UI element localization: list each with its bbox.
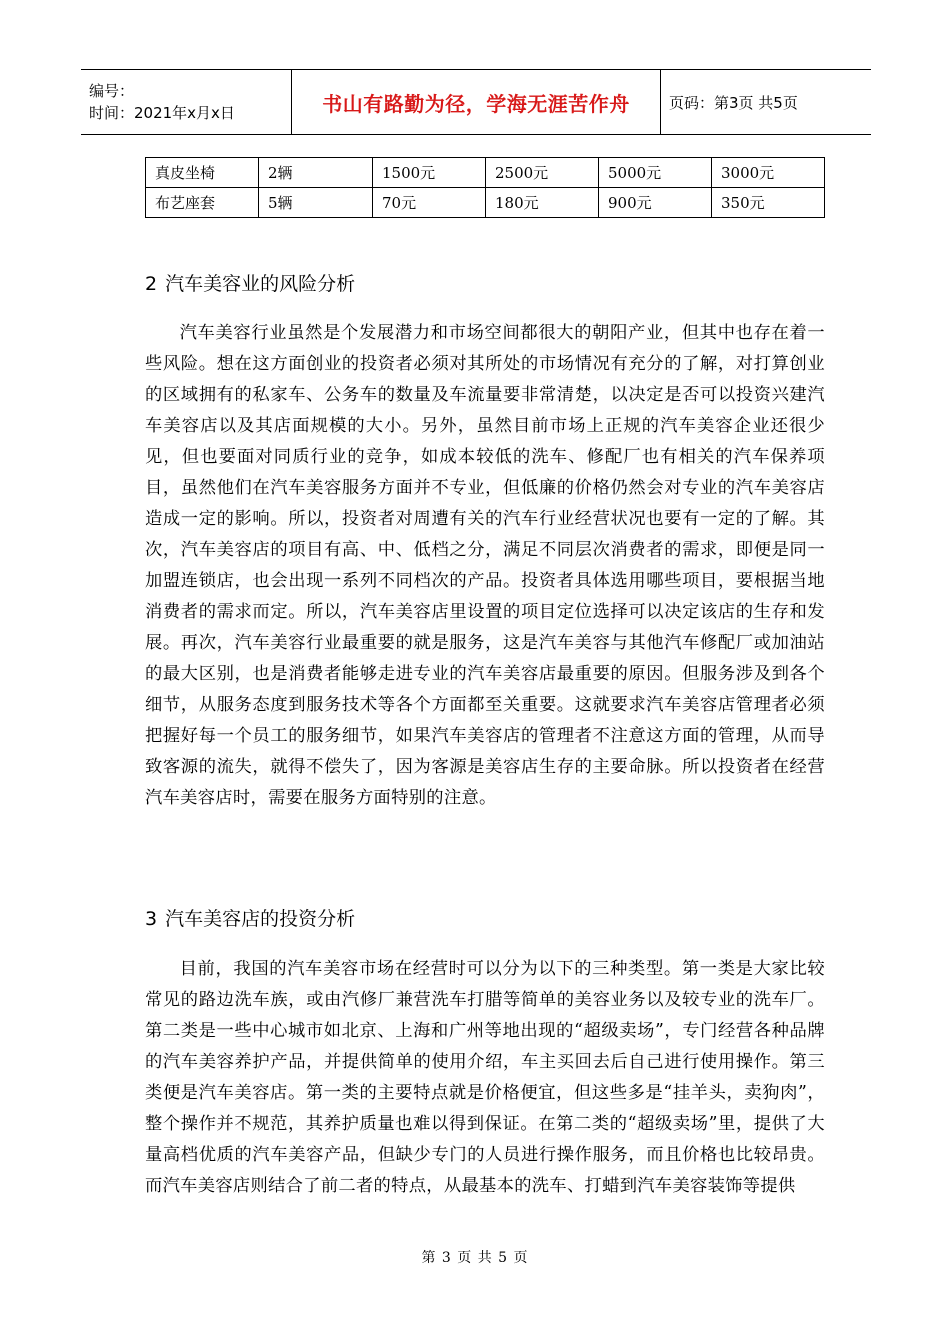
header-motto: 书山有路勤为径，学海无涯苦作舟 [322, 91, 630, 116]
table-cell: 350元 [712, 188, 825, 218]
section-paragraph: 汽车美容行业虽然是个发展潜力和市场空间都很大的朝阳产业，但其中也存在着一些风险。想在这方面创业的投资者必须对其所处的市场情况有充分的了解，对打算创业的区域拥有的私家车、公务车的数量及车流量要非常清楚，以决定是否可以投资兴建汽车美容店以及其店面规模的大小。另外，虽然目前市场上正规的汽车美容企业还很少见，但也要面对同质行业的竞争，如成本较低的洗车、修配厂也有相关的汽车保养项目，虽然他们在汽车美容服务方面并不专业，但低廉的价格仍然会对专业的汽车美容店造成一定的影响。所以，投资者对周遭有关的汽车行业经营状况也要有一定的了解。其次，汽车美容店的项目有高、中、低档之分，满足不同层次消费者的需求，即便是同一加盟连锁店，也会出现一系列不同档次的产品。投资者具体选用哪些项目，要根据当地消费者的需求而定。所以，汽车美容店里设置的项目定位选择可以决定该店的生存和发展。再次，汽车美容行业最重要的就是服务，这是汽车美容与其他汽车修配厂或加油站的最大区别，也是消费者能够走进专业的汽车美容店最重要的原因。但服务涉及到各个细节，从服务态度到服务技术等各个方面都至关重要。这就要求汽车美容店管理者必须把握好每一个员工的服务细节，如果汽车美容店的管理者不注意这方面的管理，从而导致客源的流失，就得不偿失了，因为客源是美容店生存的主要命脉。所以投资者在经营汽车美容店时，需要在服务方面特别的注意。 [145, 323, 825, 808]
header-page-info: 页码：第3页 共5页 [669, 93, 798, 112]
table-row [146, 188, 825, 218]
table-cell: 70元 [373, 188, 486, 218]
table-cell: 1500元 [373, 158, 486, 188]
header-meta [81, 70, 292, 135]
page-header [81, 69, 871, 135]
table-cell: 真皮坐椅 [146, 158, 259, 188]
section-paragraph: 目前，我国的汽车美容市场在经营时可以分为以下的三种类型。第一类是大家比较常见的路边洗车族，或由汽修厂兼营洗车打腊等简单的美容业务以及较专业的洗车厂。第二类是一些中心城市如北京、上海和广州等地出现的“超级卖场”，专门经营各种品牌的汽车美容养护产品，并提供简单的使用介绍，车主买回去后自己进行使用操作。第三类便是汽车美容店。第一类的主要特点就是价格便宜，但这些多是“挂羊头，卖狗肉”，整个操作并不规范，其养护质量也难以得到保证。在第二类的“超级卖场”里，提供了大量高档优质的汽车美容产品，但缺少专门的人员进行操作服务，而且价格也比较昂贵。而汽车美容店则结合了前二者的特点，从最基本的洗车、打蜡到汽车美容装饰等提供 [145, 959, 825, 1196]
section-title: 汽车美容业的风险分析 [165, 273, 356, 295]
section-number: 2 [145, 273, 158, 295]
section-number: 3 [145, 908, 158, 930]
section-title: 汽车美容店的投资分析 [165, 908, 356, 930]
table-cell: 2500元 [486, 158, 599, 188]
table-cell: 5000元 [599, 158, 712, 188]
table-cell: 180元 [486, 188, 599, 218]
price-table [145, 157, 825, 218]
table-cell: 900元 [599, 188, 712, 218]
page-footer: 第 3 页 共 5 页 [421, 1250, 529, 1266]
table-cell: 2辆 [259, 158, 373, 188]
section-heading [145, 272, 355, 296]
document-date: 时间：2021年x月x日 [89, 104, 235, 122]
table-cell: 布艺座套 [146, 188, 259, 218]
section-heading [145, 907, 355, 931]
table-cell: 3000元 [712, 158, 825, 188]
header-motto-cell [292, 70, 661, 135]
document-number-label: 编号： [89, 82, 135, 100]
table-cell: 5辆 [259, 188, 373, 218]
table-row [146, 158, 825, 188]
